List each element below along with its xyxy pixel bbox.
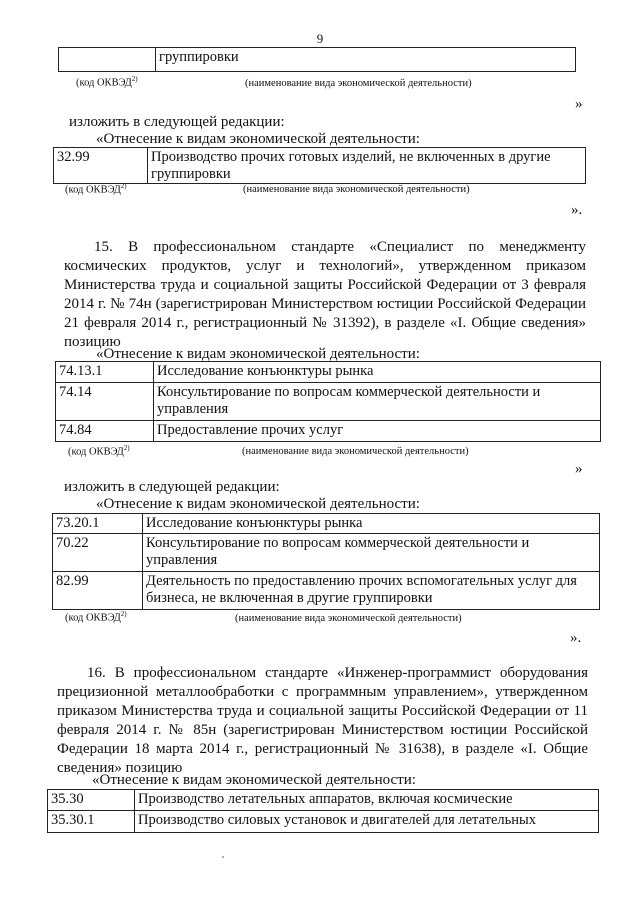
- okved-code-caption: (код ОКВЭД$^{2)}$: [76, 75, 138, 89]
- replace-instruction: изложить в следующей редакции:: [69, 114, 285, 130]
- table-row: [53, 572, 600, 610]
- okved-code-cell: 70.22: [53, 534, 143, 572]
- scan-speck: [222, 856, 224, 858]
- okved-code-caption: (код ОКВЭД$^{2)}$: [65, 610, 127, 624]
- table-row: [54, 148, 586, 184]
- okved-table-3: [55, 361, 601, 442]
- table-row: [48, 811, 599, 833]
- close-quote-dot: ».: [571, 202, 583, 218]
- okved-code-cell: 74.84: [56, 421, 154, 442]
- replace-instruction: изложить в следующей редакции:: [64, 479, 280, 495]
- okved-name-cell: Производство силовых установок и двигателей для летательных: [135, 811, 599, 833]
- table-row: [59, 48, 576, 72]
- okved-heading: «Отнесение к видам экономической деятельности:: [92, 772, 416, 788]
- okved-table-1: [58, 47, 576, 72]
- okved-name-cell: Исследование конъюнктуры рынка: [154, 362, 601, 383]
- paragraph-16: 16. В профессиональном стандарте «Инженер-программист оборудования прецизионной металлообработки с программным управлением», утвержденном приказом Министерства труда и социальной защиты Российской Федерации от 11 февраля 2014 г. № 85н (зарегистрирован Министерством юстиции Российской Федерации 18 марта 2014 г., регистрационный № 31638), в разделе «I. Общие сведения» позицию: [57, 665, 588, 776]
- table-row: [56, 383, 601, 421]
- okved-code-cell: 35.30.1: [48, 811, 135, 833]
- activity-name-caption: (наименование вида экономической деятельности): [242, 446, 469, 457]
- close-quote-dot: ».: [570, 630, 582, 646]
- page-number: 9: [316, 31, 324, 46]
- okved-name-cell: Производство летательных аппаратов, включая космические: [135, 790, 599, 811]
- okved-name-cell: Предоставление прочих услуг: [154, 421, 601, 442]
- okved-code-cell: 32.99: [54, 148, 148, 184]
- okved-name-cell: Консультирование по вопросам коммерческой деятельности и управления: [154, 383, 601, 421]
- close-quote: »: [575, 96, 583, 112]
- activity-name-caption: (наименование вида экономической деятельности): [243, 184, 470, 195]
- okved-code-caption: (код ОКВЭД$^{2)}$: [65, 182, 127, 196]
- okved-name-cell: Производство прочих готовых изделий, не включенных в другие группировки: [148, 148, 586, 184]
- okved-heading: «Отнесение к видам экономической деятельности:: [96, 496, 420, 512]
- table-row: [53, 534, 600, 572]
- activity-name-caption: (наименование вида экономической деятельности): [245, 78, 472, 89]
- okved-code-cell: 74.14: [56, 383, 154, 421]
- okved-heading: «Отнесение к видам экономической деятельности:: [96, 131, 420, 147]
- okved-table-4: [52, 513, 600, 610]
- okved-name-cell: Исследование конъюнктуры рынка: [143, 514, 600, 534]
- okved-code-cell: 35.30: [48, 790, 135, 811]
- okved-code-caption: (код ОКВЭД$^{2)}$: [68, 444, 130, 458]
- okved-code-cell: 82.99: [53, 572, 143, 610]
- activity-name-caption: (наименование вида экономической деятельности): [235, 613, 462, 624]
- okved-code-cell: [59, 48, 156, 72]
- okved-table-2: [53, 147, 586, 184]
- okved-table-5: [47, 789, 599, 833]
- paragraph-15: 15. В профессиональном стандарте «Специалист по менеджменту космических продуктов, услуг и технологий», утвержденном приказом Министерства труда и социальной защиты Российской Федерации от 3 февраля 2014 г. № 74н (зарегистрирован Министерством юстиции Российской Федерации 21 февраля 2014 г., регистрационный № 31392), в разделе «I. Общие сведения» позицию: [64, 239, 586, 350]
- okved-code-cell: 73.20.1: [53, 514, 143, 534]
- okved-name-cell: группировки: [156, 48, 576, 72]
- close-quote: »: [575, 461, 583, 477]
- okved-code-cell: 74.13.1: [56, 362, 154, 383]
- table-row: [56, 362, 601, 383]
- table-row: [56, 421, 601, 442]
- okved-name-cell: Консультирование по вопросам коммерческой деятельности и управления: [143, 534, 600, 572]
- okved-name-cell: Деятельность по предоставлению прочих вспомогательных услуг для бизнеса, не включенная в другие группировки: [143, 572, 600, 610]
- okved-heading: «Отнесение к видам экономической деятельности:: [96, 346, 420, 362]
- table-row: [53, 514, 600, 534]
- table-row: [48, 790, 599, 811]
